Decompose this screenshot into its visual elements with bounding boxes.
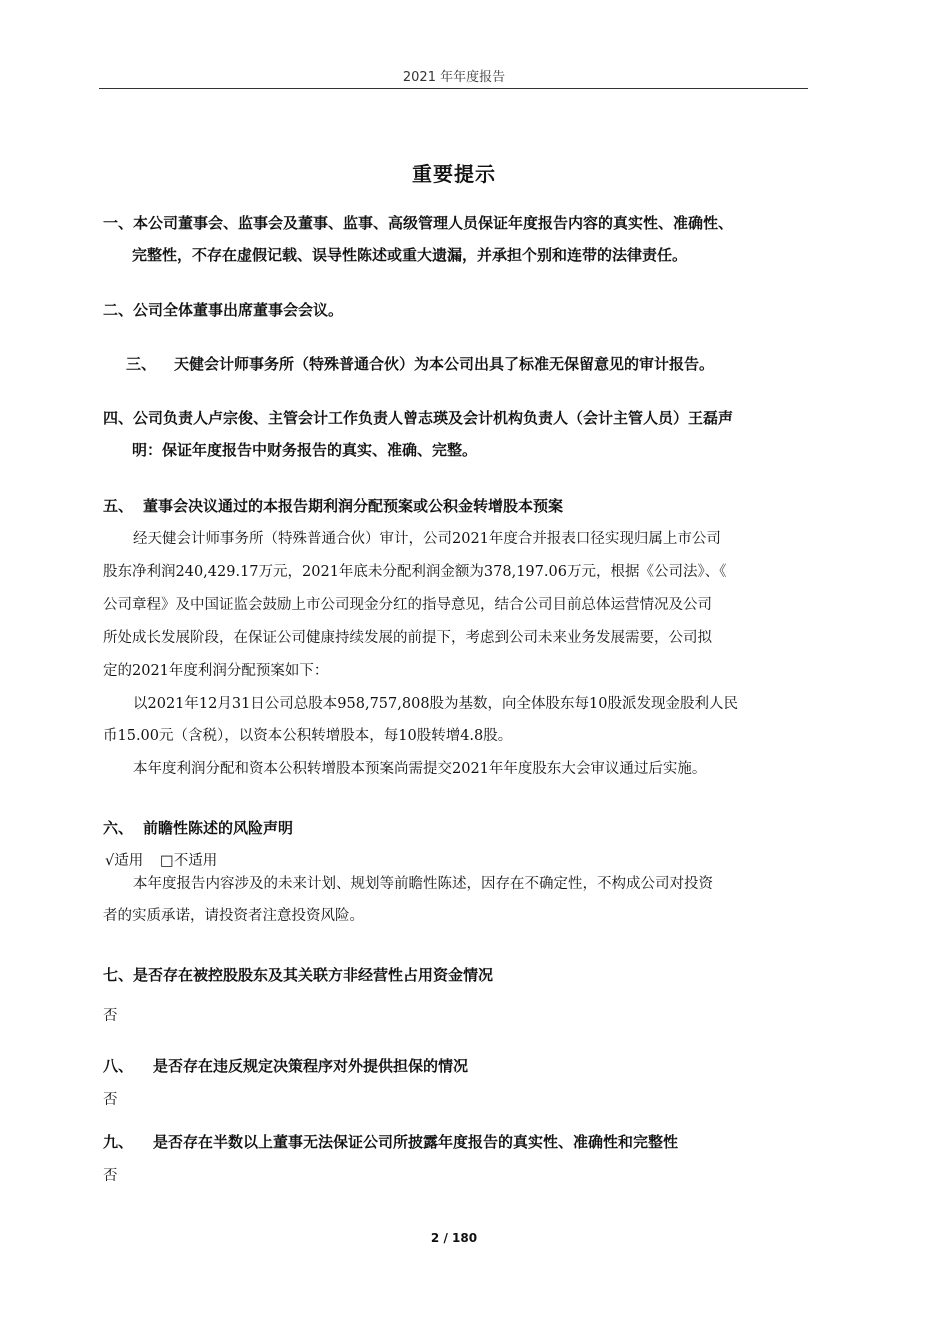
page-number: 2 / 180 xyxy=(430,1231,478,1245)
s4-line1: 四、公司负责人卢宗俊、主管会计工作负责人曾志瑛及会计机构负责人（会计主管人员）王磊声 xyxy=(103,409,734,427)
applicable-checkbox: √适用 xyxy=(105,853,144,869)
s5-p3: 本年度利润分配和资本公积转增股本预案尚需提交2021年年度股东大会审议通过后实施。 xyxy=(133,761,707,777)
s1-line1: 一、本公司董事会、监事会及董事、监事、高级管理人员保证年度报告内容的真实性、准确性、 xyxy=(103,214,734,232)
header-divider xyxy=(99,88,808,89)
s8-heading: 是否存在违反规定决策程序对外提供担保的情况 xyxy=(153,1057,469,1075)
s5-p2-line2: 币15.00元（含税），以资本公积转增股本，每10股转增4.8股。 xyxy=(103,728,513,744)
s1-line2: 完整性，不存在虚假记载、误导性陈述或重大遗漏，并承担个别和连带的法律责任。 xyxy=(132,246,688,264)
s5-p1-line2: 股东净利润240,429.17万元，2021年底未分配利润金额为378,197.06万元，根据《公司法》、《 xyxy=(103,564,727,580)
page-title: 重要提示 xyxy=(412,162,496,186)
s9-answer: 否 xyxy=(103,1168,118,1184)
s5-p1-line4: 所处成长发展阶段，在保证公司健康持续发展的前提下，考虑到公司未来业务发展需要，公司拟 xyxy=(103,630,712,646)
s8-number: 八、 xyxy=(103,1057,134,1075)
s9-number: 九、 xyxy=(103,1133,134,1151)
s7-heading: 七、是否存在被控股股东及其关联方非经营性占用资金情况 xyxy=(103,966,494,984)
s5-number: 五、 xyxy=(103,497,134,515)
s5-heading: 董事会决议通过的本报告期利润分配预案或公积金转增股本预案 xyxy=(143,497,564,515)
s6-heading: 前瞻性陈述的风险声明 xyxy=(143,819,294,837)
s9-heading: 是否存在半数以上董事无法保证公司所披露年度报告的真实性、准确性和完整性 xyxy=(153,1133,679,1151)
s5-p2-line1: 以2021年12月31日公司总股本958,757,808股为基数，向全体股东每10股派发现金股利人民 xyxy=(133,696,738,712)
s5-p1-line1: 经天健会计师事务所（特殊普通合伙）审计，公司2021年度合并报表口径实现归属上市公司 xyxy=(133,531,721,547)
s3-number: 三、 xyxy=(126,355,157,373)
s2-text: 二、公司全体董事出席董事会会议。 xyxy=(103,301,344,319)
s7-answer: 否 xyxy=(103,1008,118,1024)
s6-number: 六、 xyxy=(103,819,134,837)
s4-line2: 明：保证年度报告中财务报告的真实、准确、完整。 xyxy=(132,441,478,459)
not-applicable-checkbox: □不适用 xyxy=(160,853,218,869)
s5-p1-line5: 定的2021年度利润分配预案如下： xyxy=(103,663,329,679)
s3-text: 天健会计师事务所（特殊普通合伙）为本公司出具了标准无保留意见的审计报告。 xyxy=(174,355,715,373)
s6-p-line1: 本年度报告内容涉及的未来计划、规划等前瞻性陈述，因存在不确定性，不构成公司对投资 xyxy=(133,876,713,892)
s6-p-line2: 者的实质承诺，请投资者注意投资风险。 xyxy=(103,908,364,924)
header-title: 2021 年年度报告 xyxy=(402,70,506,85)
s8-answer: 否 xyxy=(103,1092,118,1108)
s5-p1-line3: 公司章程》及中国证监会鼓励上市公司现金分红的指导意见，结合公司目前总体运营情况及公司 xyxy=(103,597,712,613)
